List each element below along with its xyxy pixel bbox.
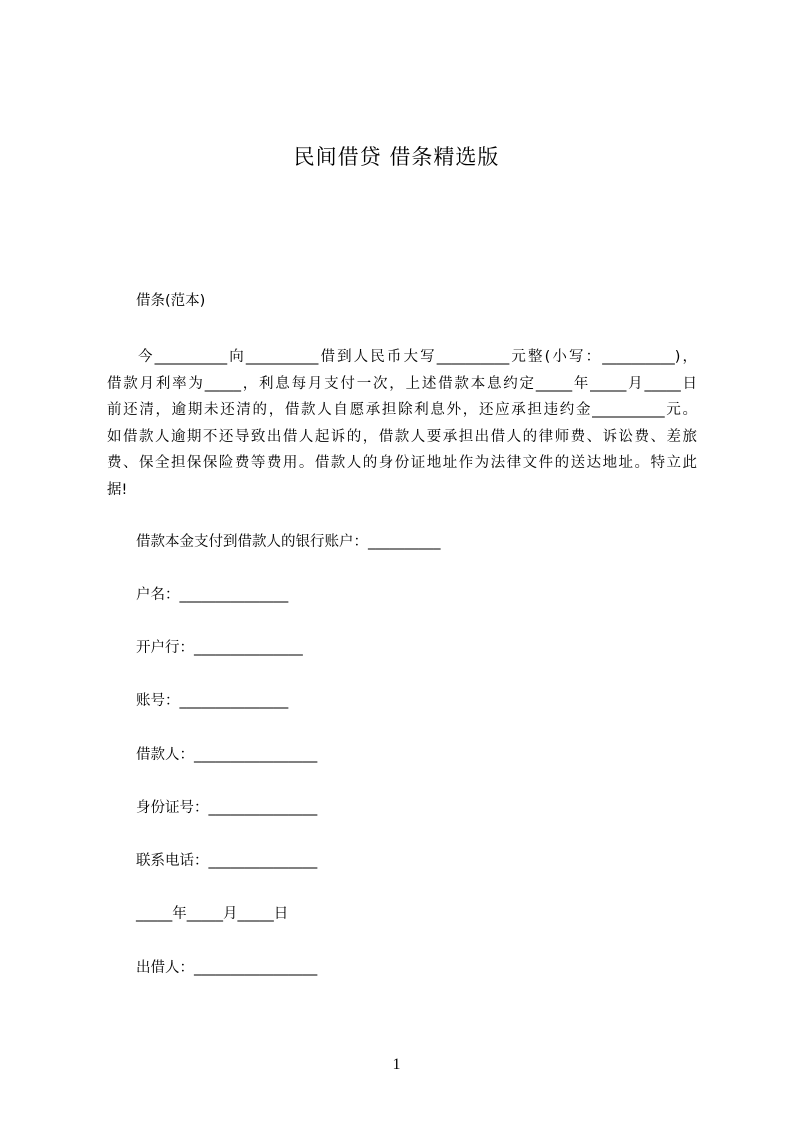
paragraph-line: 今__________向__________借到人民币大写__________元整(小写：__________)， [138,349,697,365]
page-number: 1 [392,1056,401,1073]
paragraph-line: 如借款人逾期不还导致出借人起诉的，借款人要承担出借人的律师费、诉讼费、差旅 [107,428,697,445]
id-number-field: 身份证号：_______________ [136,800,318,816]
paragraph-line: 据! [107,481,128,498]
bank-field: 开户行：_______________ [136,640,303,656]
account-name-field: 户名：_______________ [136,587,289,603]
borrower-field: 借款人：_________________ [136,747,318,763]
loan-terms-paragraph [107,344,697,503]
account-number-field: 账号：_______________ [136,693,289,709]
paragraph-line: 借款月利率为_____，利息每月支付一次，上述借款本息约定_____年_____月_____日 [107,375,697,392]
bank-account-line: 借款本金支付到借款人的银行账户：__________ [136,534,441,550]
paragraph-line: 费、保全担保保险费等费用。借款人的身份证地址作为法律文件的送达地址。特立此 [107,455,697,471]
lender-field: 出借人：_________________ [136,960,318,976]
section-heading: 借条(范本) [136,293,206,309]
phone-field: 联系电话：_______________ [136,853,318,869]
paragraph-line: 前还清，逾期未还清的，借款人自愿承担除利息外，还应承担违约金__________元。 [107,402,697,418]
document-title: 民间借贷 借条精选版 [293,145,500,169]
date-field: _____年_____月_____日 [136,906,289,922]
